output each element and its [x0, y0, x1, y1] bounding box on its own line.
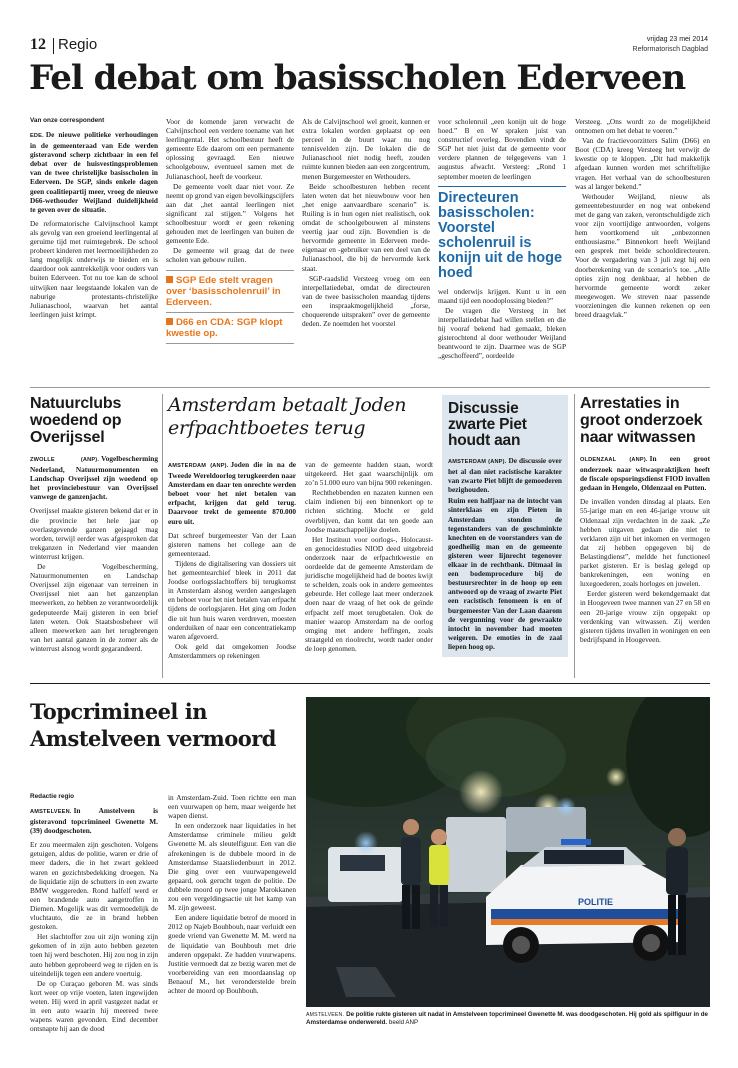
lead-col-4	[438, 117, 566, 361]
natuurclubs-intro: ZWOLLE (ANP). Vogelbescherming Nederland, Natuurmonumenten en Landschap Overijssel zijn woedend op het provinciebestuur van Overijssel vanwege de ganzenjacht.	[30, 454, 158, 502]
lead-paragraph: De vragen die Versteeg in het interpellatiedebat had willen stellen en die hij vooraf bekend had gemaakt, bleken gisterochtend al door wethouder Weijland beantwoord te zijn. Daarmee was de SGP „geschoffeerd”, oordeelde	[438, 305, 566, 361]
amsterdam-headline: Amsterdam betaalt Joden erfpachtboetes terug	[168, 394, 407, 439]
column-divider	[574, 394, 575, 678]
pull-quote-rule	[438, 186, 566, 187]
arrestaties-headline: Arrestaties in groot onderzoek naar witwassen	[580, 395, 703, 446]
lead-paragraph: Als de Calvijnschool wel groeit, kunnen er extra lokalen worden geplaatst op een perceel in de buurt waar nu nog tennisvelden zijn. De lokalen die de Julianaschool niet nodig heeft, zouden ruimte kunnen bieden aan een zorgcentrum, menen Burgemeester en Wethouders.	[302, 117, 430, 181]
row-divider	[30, 683, 710, 684]
topcrimineel-headline: Topcrimineel in Amstelveen vermoord	[30, 699, 276, 751]
topcrimineel-paragraph: In een onderzoek naar liquidaties in het Amsterdamse criminele milieu geldt Gwenette M. als sleutelfiguur. Een van die afrekeningen is de dubbele moord in de Amsterdamse Staatsliedenbuurt in 2012. Die ging over een vuurwapengeweld gepaard, ook gerucht tegen de politie. De dubbele moord op twee jonge Marokkanen zou een vergeldingsactie uit het kamp van M. zijn geweest.	[168, 821, 296, 913]
amsterdam-col-1	[168, 460, 296, 661]
topcrimineel-intro: AMSTELVEEN. In Amstelveen is gisteravond topcrimineel Gwenette M. (39) doodgeschoten.	[30, 806, 158, 836]
topcrimineel-col-1	[30, 793, 158, 1034]
lead-col-3	[302, 117, 430, 329]
photo-credit: beeld ANP	[388, 1019, 419, 1026]
crime-scene-photo	[306, 697, 710, 1007]
arrestaties-intro: OLDENZAAL (ANP). In een groot onderzoek naar witwaspraktijken heeft de fiscale opsporingsdienst FIOD invallen gedaan in Hengelo, Oldenzaal en Putten.	[580, 454, 710, 493]
header-date: vrijdag 23 mei 2014	[646, 36, 708, 43]
lead-paragraph: SGP-raadslid Versteeg vroeg om een interpellatiedebat, omdat de directeuren van de twee basisscholen maandag tijdens een inspraakmogelijkheid „forse, choquerende uitspraken” over de gemeente deden. Ze noemden het voorstel	[302, 273, 430, 329]
topcrimineel-byline: Redactie regio	[30, 793, 75, 800]
lead-paragraph: Versteeg. „Ons wordt zo de mogelijkheid ontnomen om het debat te voeren.”	[575, 117, 710, 136]
page-number: 12	[30, 36, 46, 53]
natuurclubs-paragraph: Overijssel maakte gisteren bekend dat er in die provincie het hele jaar op overlastgevende ganzen gejaagd mag worden, terwijl eerder was afgesproken dat trekganzen in Nederland vier maanden winterrust krijgen.	[30, 506, 158, 561]
natuurclubs-headline: Natuurclubs woedend op Overijssel	[30, 395, 122, 446]
lead-headline: Fel debat om basisscholen Ederveen	[29, 58, 686, 98]
lead-byline: Van onze correspondent	[30, 117, 105, 124]
lead-paragraph: Wethouder Weijland, nieuw als gemeentebestuurder en nog wat onbekend met de gang van zaken, verontschuldigde zich voor zijn voortijdige antwoorden, volgens hem voortkomend uit „onbezonnen enthousiasme.” Binnenkort heeft Weijland een gesprek met beide schooldirecteuren. Voor de vergadering van 3 juli zegt hij een doorberekening van de scenario’s toe. „Alle opties zijn nog denkbaar, al hebben de hervormde gemeente wordt zeker meegewogen. We streven naar passende voorzieningen die kunnen rekenen op een breed draagvlak.”	[575, 191, 710, 319]
topcrimineel-paragraph: Het slachtoffer zou uit zijn woning zijn gekomen of in zijn auto hebben gezeten toen hij werd beschoten. Hij zou nog in zijn auto hebben geprobeerd weg te rijden en is uiteindelijk tegen een andere voertuig.	[30, 932, 158, 978]
piet-paragraph: Ruim een halfjaar na de intocht van sinterklaas en zijn Pieten in Amsterdam stonden de tegenstanders van de geschminkte knechten en de voorstanders van de goedheilig man en de gemeente gisteren weer lijnrecht tegenover elkaar in de rechtbank. Ditmaal in een bodemprocedure bij de bestuursrechter in de hoop op een antwoord op de vraag of zwarte Piet een racistisch fenomeen is en of burgemeester Van der Laan daarom de vergunning voor de gewraakte intocht in november had moeten weigeren. De emoties in de zaal liepen hoog op.	[448, 496, 562, 651]
piet-intro: AMSTERDAM (ANP). De discussie over het al dan niet racistische karakter van zwarte Piet blijft de gemoederen bezighouden.	[448, 456, 562, 495]
lead-paragraph: De reformatorische Calvijnschool kampt als gevolg van een groeiend leerlingental al geruime tijd met ruimtegebrek. De school probeert kinderen met leermoeilijkheden zo lang mogelijk onderwijs te bieden en is daardoor ook aantrekkelijk voor ouders van buiten Ederveen. Tot nu toe kan de school uitwijken naar leegstaande lokalen van de naburige protestants-christelijke Julianaschool, waarvan het aantal leerlingen juist krimpt.	[30, 218, 158, 319]
topcrimineel-paragraph: Er zou meermalen zijn geschoten. Volgens getuigen, aldus de politie, waren er drie of meer daders, die in het zwart gekleed waren en gezichtsbedekking droegen. Na de liquidatie zijn de schutters in een zwarte BMW weggereden. Rond halfelf werd er een brandende auto aangetroffen in Diemen. Mogelijk was dit vermoedelijk de vluchtauto, die ze in brand hebben gestoken.	[30, 840, 158, 932]
photo-caption: AMSTELVEEN. De politie rukte gisteren uit nadat in Amstelveen topcrimineel Gwenette M. was doodgeschoten. Hij gold als spilfiguur in de Amsterdamse onderwereld. beeld ANP	[306, 1011, 708, 1026]
lead-paragraph: De gemeente voelt daar niet voor. Ze neemt op grond van eigen bevolkingscijfers aan dat „het aantal leerlingen niet significant zal stijgen.” Volgens het schoolbestuur wordt er geen rekening gehouden met de leerlingen van buiten de gemeente Ede.	[166, 181, 294, 246]
amsterdam-paragraph: Rechthebbenden en nazaten kunnen een claim indienen bij een binnenkort op te richten stichting. Mocht er geld overblijven, dan komt dat ten goede aan Joodse maatschappelijke doelen.	[305, 488, 433, 534]
topcrimineel-col-2	[168, 793, 296, 996]
amsterdam-paragraph: Dat schreef burgemeester Van der Laan gisteren namens het college aan de gemeenteraad.	[168, 530, 296, 558]
article-natuurclubs	[30, 395, 158, 654]
amsterdam-paragraph: Ook geld dat omgekomen Joodse Amsterdammers op rekeningen	[168, 641, 296, 660]
amsterdam-paragraph: Het Instituut voor oorlogs-, Holocaust- en genocidestudies NIOD deed uitgebreid onderzoek naar de erfpachtkwestie en oordeelde dat de gemeente Amsterdam de juridische mogelijkheid had de boetes kwijt te schelden, zoals ook in andere gemeentes gebeurde. Het college laat meer onderzoek doen naar de vraag of het ook de geïnde erfpacht zelf moet terugbetalen. Ook de manier waarop Amsterdam na de oorlog omging met andere heffingen, zoals straatgeld en rioolrecht, wordt nader onder de loep genomen.	[305, 534, 433, 653]
section-name: Regio	[58, 36, 98, 53]
lead-paragraph: De gemeente wil graag dat de twee scholen van gebouw ruilen.	[166, 246, 294, 265]
arrestaties-paragraph: Eerder gisteren werd bekendgemaakt dat in Hoogeveen twee mannen van 27 en 58 en een 20-jarige vrouw zijn opgepakt op verdenking van witwassen. Zij werden gisteren tijdens invallen in woningen en een bedrijfspand in Hoogeveen.	[580, 589, 710, 644]
bullet-square-icon	[166, 318, 173, 325]
natuurclubs-paragraph: De Vogelbescherming, Natuurmonumenten en Landschap Overijssel zijn eigenaar van terreinen in Overijssel niet aan het ganzenplan meewerken, zo hebben ze verantwoordelijk gedeputeerde Maij gisteren in een brief laten weten. Ook Staatsbosbeheer wil alleen meewerken aan het terugbrengen van het aantal ganzen in de zomer als de winterrust alsnog wordt gegarandeerd.	[30, 562, 158, 653]
amsterdam-paragraph: Tijdens de digitalisering van dossiers uit het gemeentearchief bleek in 2011 dat Joodse oorlogsslachtoffers bij terugkomst in Amsterdam alsnog werden aangeslagen en beboet voor het niet betalen van erfpacht tijdens de oorlogsjaren. Het ging om Joden die uit hun huis waren verdreven, moesten onderduiken of naar een concentratiekamp waren afgevoerd.	[168, 558, 296, 641]
topcrimineel-paragraph: in Amsterdam-Zuid. Toen richtte een man een vuurwapen op hem, maar weigerde het wapen dienst.	[168, 793, 296, 821]
amsterdam-intro: AMSTERDAM (ANP). Joden die in na de Tweede Wereldoorlog terugkeerden naar Amsterdam en daar ten onrechte werden beboet voor het niet betalen van erfpacht, krijgen dat geld terug. Daarvoor trekt de gemeente 870.000 euro uit.	[168, 460, 296, 526]
article-piet	[442, 395, 568, 657]
bullet-item: SGP Ede stelt vragen over ‘basisscholenruil’ in Ederveen.	[166, 274, 281, 308]
lead-paragraph: wel onderwijs krijgen. Kunt u in een maand tijd een noodoplossing bieden?”	[438, 286, 566, 305]
lead-col-2	[166, 117, 294, 344]
lead-paragraph: Van de fractievoorzitters Salim (D66) en Boot (CDA) kreeg Versteeg het verwijt de kwestie op te kloppen. „Dit had makkelijk afgedaan kunnen worden met schriftelijke vragen. Het verhaal van de schoolbesturen was al langer bekend.”	[575, 136, 710, 191]
lead-intro: EDE. De nieuwe politieke verhoudingen in de gemeenteraad van Ede werden gisteravond scherp zichtbaar in een fel debat over de huisvestingsproblemen van de twee christelijke basisscholen in Ederveen. De SGP, sinds enkele dagen geen coalitiepartij meer, vroeg de nieuwe D66-wethouder Weijland duidelijkheid te geven over de situatie.	[30, 130, 158, 214]
topcrimineel-paragraph: De op Curaçao geboren M. was sinds kort weer op vrije voeten, laten ingewijden weten. Hij werd in april vastgezet nadat er in een auto waarin hij meereed twee wapens waren gevonden. Eind december ontsnapte hij aan de dood	[30, 978, 158, 1034]
header-divider	[53, 38, 54, 54]
row-divider	[30, 387, 710, 388]
amsterdam-col-2	[305, 460, 433, 654]
topcrimineel-paragraph: Een andere liquidatie betrof de moord in 2012 op Najeb Bouhbouh, naar verluidt een goede vriend van Gwenette M. M. werd na de liquidatie van Bouhbouh met drie anderen opgepakt. Ze hadden vuurwapens. Justitie vermoedt dat ze bezig waren met de voorbereiding van een moordaanslag op Benaouf M., het veronderstelde brein achter de moord op Bouhbouh.	[168, 913, 296, 995]
article-arrestaties	[580, 395, 710, 645]
lead-paragraph: voor scholenruil „een konijn uit de hoge hoed.” B en W spraken juist van constructief overleg. Bovendien vindt de SGP het niet juist dat de gemeente voor verdere plannen de telgegevens van 1 augustus afwacht. Versteeg: „Rond 1 september moeten de leerlingen	[438, 117, 566, 181]
amsterdam-paragraph: van de gemeente hadden staan, wordt uitgekeerd. Het gaat waarschijnlijk om zo’n 51.000 euro van bijna 900 rekeningen.	[305, 460, 433, 488]
lead-col-5	[575, 117, 710, 320]
crime-scene-illustration	[306, 697, 710, 1007]
bullet-item: D66 en CDA: SGP klopt kwestie op.	[166, 316, 283, 339]
pull-quote: Directeuren basisscholen: Voorstel scholenruil is konijn uit de hoge hoed	[438, 189, 563, 281]
article-amsterdam	[168, 394, 432, 450]
arrestaties-paragraph: De invallen vonden dinsdag al plaats. Een 55-jarige man en een 46-jarige vrouw uit Oldenzaal zijn verdachten in de zaak. „Ze hebben uitgaven gedaan die niet te verklaren zijn uit het inkomen en vermogen dat zij hebben opgegeven bij de Belastingdienst”, meldde het functioneel parket gisteren. Er is beslag gelegd op bankrekeningen, een woning en luxegoederen, zoals horloges en juwelen.	[580, 497, 710, 589]
header-paper: Reformatorisch Dagblad	[632, 46, 708, 53]
bullet-divider	[166, 312, 294, 313]
lead-paragraph: Voor de komende jaren verwacht de Calvijnschool een verdere toename van het leerlingental. Het schoolbestuur heeft de gemeente Ede daarom om een permanente oplossing gevraagd. Een nieuwe schoolgebouw, eventueel samen met de Julianaschool, heeft de voorkeur.	[166, 117, 294, 181]
bullet-divider	[166, 343, 294, 344]
column-divider	[162, 394, 163, 678]
police-car-label: POLITIE	[578, 897, 614, 907]
lead-col-1	[30, 117, 158, 320]
lead-paragraph: Beide schoolbesturen hebben recent laten weten dat het nieuwbouw voor hen „het enige aanvaardbare scenario” is. Ruiling is in hun ogen niet realistisch, ook omdat de schoolgebouwen al minstens veertig jaar oud zijn. Bovendien is de hervormde gemeente in Ederveen mede-eigenaar en -gebruiker van een deel van de Julianaschool, die bij de hervormde kerk staat.	[302, 181, 430, 273]
bullet-divider	[166, 270, 294, 271]
piet-headline: Discussie zwarte Piet houdt aan	[448, 400, 527, 449]
bullet-square-icon	[166, 276, 173, 283]
page-header	[30, 36, 710, 60]
